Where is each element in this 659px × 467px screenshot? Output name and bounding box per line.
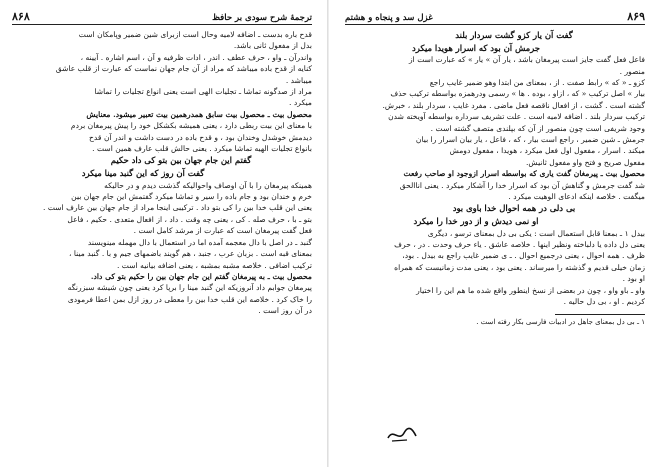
commentary-line: میکند . اسرار ، مفعول اول فعل میکرد ، هویدا ، مفعول دومش xyxy=(449,146,645,156)
verse-hemistich: او نمی دیدش و از دور خدا را میکرد xyxy=(413,216,539,227)
commentary-line: بانواع تجلیات الهیه تماشا میکرد . یعنی حالش قلب عارف همین است . xyxy=(92,144,312,154)
commentary-line: جرمش ـ شین ضمیر ، راجع است بیار ، که ، فاعل ، یار بیان اسرار را بیان xyxy=(415,135,645,145)
commentary-line: گنبد ـ در اصل با دال معجمه آمده اما در استعمال با دال مهمله مینویسند xyxy=(87,237,312,247)
book-gutter xyxy=(327,0,329,467)
commentary-line: میگفت . خلاصه اینکه ادعای الوهیت میکرد . xyxy=(508,192,645,202)
commentary-line: یعنی دل داده یا دلباخته ونظیر اینها . خلاصه عاشق . یاء حرف وحدت . در ، حرف xyxy=(394,240,645,250)
commentary-line: فاعل فعل گفت جایز است پیرمغان باشد ، یار آن » یار » که عبارت است از xyxy=(409,55,645,65)
summary-line: محصول بیت ـ محصول بیت سابق همدرهمین بیت تعبیر میشود. معنایش xyxy=(86,109,312,119)
commentary-line: بیدل ۱ ـ بمعنا قابل استعمال است : یکی بی دل بمعنای ترسو ، دیگری xyxy=(427,228,645,238)
commentary-line: واندرآن ـ واو ، حرف عطف . اندر ، ادات ظرفیه و آن ، اسم اشاره . آیینه ، xyxy=(80,52,312,62)
commentary-line: گشته است . گشت ، از افعال ناقصه فعل ماضی . مفرد غایب ، سردار بلند ، خبرش. xyxy=(382,100,645,110)
commentary-line: مراد از صدگونه تماشا ـ تجلیات الهی است یعنی انواع تجلیات را تماشا xyxy=(94,87,312,97)
commentary-line: را خاک کرد . خلاصه این قلب خدا بین را معطی در روز ازل بمن اعطا فرمودی xyxy=(67,294,312,304)
verse-hemistich: جرمش آن بود که اسرار هویدا میکرد xyxy=(412,42,540,53)
commentary-line: زمان خیلی قدیم و گذشته را میرساند . یعنی بود ، یعنی مدت زمانیست که همراه xyxy=(394,262,645,272)
commentary-line: بتو ـ با ، حرف صله . کی ، یعنی چه وقت . داد ، از افعال متعدی . حکیم ، فاعل xyxy=(67,214,312,224)
handwritten-mark xyxy=(385,424,419,444)
commentary-line: کزو ـ « که » رابط صفت . از ، بمعنای من ابتدا وهو ضمیر غایب راجع xyxy=(429,78,645,87)
commentary-line: میکرد . xyxy=(289,98,312,108)
footnote-rule xyxy=(555,314,645,315)
verse-hemistich: بی دلی در همه احوال خدا باوی بود xyxy=(452,203,576,214)
page-number: ۸۶۹ xyxy=(627,10,645,23)
page-body xyxy=(12,29,312,317)
commentary-line: بمعنای قبه است . بزبان عرب ، جنبد ، هم گویند باضمهای جیم و با . گنبد مینا ، xyxy=(69,249,312,259)
verse-hemistich: گفت آن روز که این گنبد مینا میکرد xyxy=(81,168,205,179)
left-book-page xyxy=(12,10,312,458)
commentary-line: ترکیب اضافی . خلاصه مشبه بمشبه ، یعنی اضافه بیانیه است . xyxy=(116,260,312,270)
commentary-line: یعنی این قلب خدا بین را کی بتو داد . ترکیبی اینجا مراد از جام جهان بین عارف است . xyxy=(43,203,312,213)
commentary-line: وجود شریفی است چون منصور از آن که بپلندی متصف گشته است . xyxy=(430,123,645,133)
commentary-line: همینکه پیرمغان را با آن اوصاف واحوالیکه گذشت دیدم و در حالیکه xyxy=(104,180,312,190)
verse-hemistich: گفت آن یار کزو گشت سردار بلند xyxy=(455,30,573,40)
commentary-line: شد گفت جرمش و گناهش آن بود که اسرار خدا را آشکار میکرد . یعنی اناالحق xyxy=(399,180,645,190)
summary-line: محصول بیت ـ پیرمغان گفت یاری که بواسطه اسرار ازوجود او صاحب رفعت xyxy=(403,169,645,179)
commentary-line: کردیم . او ، بی دل حالیه . xyxy=(563,297,645,307)
footnote: ۱ ـ بی دل بمعنای جاهل در ادبیات فارسی بکار رفته است . xyxy=(476,317,645,326)
page-body xyxy=(345,29,645,308)
commentary-line: بدل از مفعول ثانی باشد. xyxy=(233,41,312,51)
commentary-line: ترکیب سردار بلند . اضافه لامیه است . علت تشریف سرداره بواسطه آویخته شدن xyxy=(388,112,645,122)
commentary-line: منصور . xyxy=(619,66,645,76)
right-book-page xyxy=(345,10,645,458)
commentary-line: قدح باره بدست ـ اضافه لامیه وحال است ازبرای شین ضمیر وپامکان است xyxy=(78,30,312,39)
summary-line: محصول بیت ـ به پیرمغان گفتم این جام جهان بین را حکیم بتو کی داد. xyxy=(90,271,312,281)
commentary-line: خرم و خندان بود و جام باده را سیر و تماشا میکرد گفتمش این جام جهان بین xyxy=(71,192,312,202)
commentary-line: در آن روز است . xyxy=(258,306,312,316)
running-head xyxy=(345,10,645,25)
commentary-line: پیرمغان جوابم داد آنروزیکه این گنبد مینا را برپا کرد یعنی چون شیشه سبزرنگه xyxy=(67,283,312,293)
commentary-line: با معنای این بیت ربطی دارد ، یعنی همیشه بکشکل خود را پیش پیرمغان بردم xyxy=(70,121,312,131)
running-title: ترجمهٔ شرح سودی بر حافظ xyxy=(212,13,312,23)
running-title: غزل سد و پنجاه و هشتم xyxy=(345,13,433,23)
commentary-line: کنایه از قدح باده میباشد که مراد از آن جام جهان نماست که عبارت از قلب عاشق xyxy=(55,64,312,74)
commentary-line: ظرف . همه احوال ، یعنی درجمیع احوال . ـ ی ضمیر غایب راجع به بیدل . بود، xyxy=(402,251,645,261)
commentary-line: واو ـ باو واو ، چون در بعضی از نسخ اینطور واقع شده ما هم این را اختیار xyxy=(416,285,645,295)
commentary-line: مفعول صریح و فتح واو مفعول ثانیش. xyxy=(525,157,645,167)
verse-hemistich: گفتم این جام جهان بین بتو کی داد حکیم xyxy=(110,155,252,166)
commentary-line: فعل گفت پیرمغان است که عبارت از مرشد کامل است . xyxy=(133,226,312,236)
running-head xyxy=(12,10,312,25)
commentary-line: میباشد . xyxy=(285,75,312,85)
commentary-line: دیدمش خوشدل وخندان بود ، و قدح باده در دست داشت و اندر آن قدح xyxy=(89,132,312,142)
commentary-line: بیار » اصل ترکیب « که ، ازاو ، بوده . ها » رسمی ودرهمزه بواسطه ترکیب حذف xyxy=(390,89,645,99)
commentary-line: او بود . xyxy=(622,274,645,284)
page-number: ۸۶۸ xyxy=(12,10,30,23)
